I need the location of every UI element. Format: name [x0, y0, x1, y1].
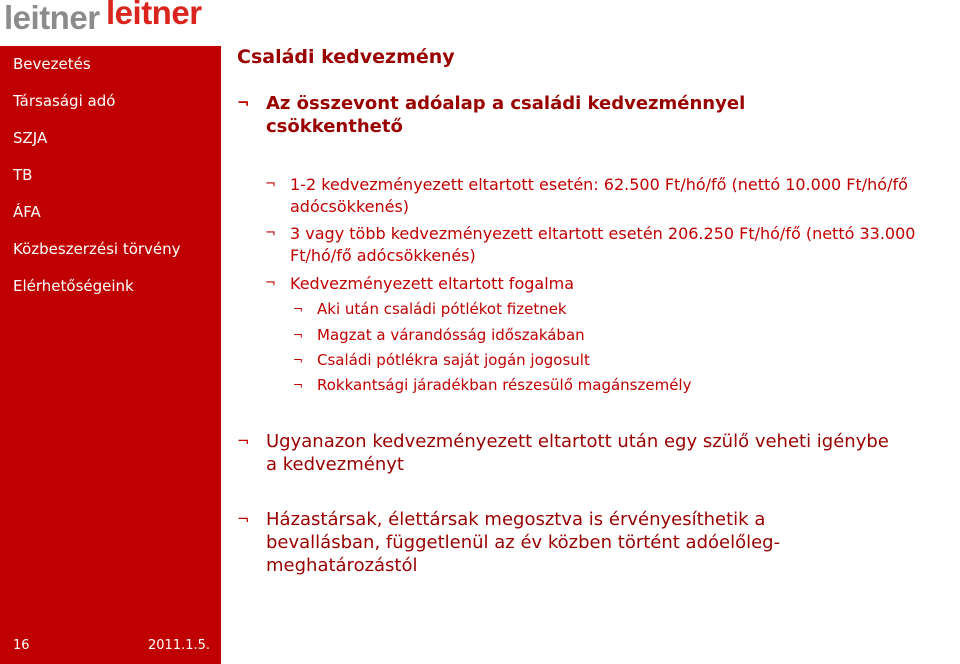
heading-point [237, 92, 797, 138]
nav-item-kozbeszerzes[interactable]: Közbeszerzési törvény [13, 240, 181, 258]
list-item-text: Aki után családi pótlékot fizetnek [317, 300, 567, 318]
sidebar-nav [13, 53, 181, 312]
nav-item-bevezetes[interactable]: Bevezetés [13, 55, 91, 73]
list-item-text: Családi pótlékra saját jogán jogosult [317, 351, 590, 369]
nav-item-elerhetosegek[interactable]: Elérhetőségeink [13, 277, 134, 295]
bullet-icon: ¬ [293, 302, 304, 316]
list-item-text: Kedvezményezett eltartott fogalma [290, 274, 575, 293]
bullet-icon: ¬ [237, 510, 250, 528]
list-item-text: Rokkantsági járadékban részesülő magánszemély [317, 376, 692, 394]
nav-item-tb[interactable]: TB [13, 166, 33, 184]
bullet-icon: ¬ [293, 353, 304, 367]
bullet-icon: ¬ [237, 94, 250, 112]
bullet-icon: ¬ [293, 378, 304, 392]
page-number: 16 [13, 638, 30, 653]
slide-date: 2011.1.5. [148, 638, 211, 653]
list-item [265, 273, 945, 295]
sidebar [0, 0, 221, 664]
nav-item-afa[interactable]: ÁFA [13, 203, 41, 221]
bullet-icon: ¬ [265, 276, 276, 291]
point-2 [237, 430, 897, 476]
bullet-icon: ¬ [293, 328, 304, 342]
point-3-text: Házastársak, élettársak megosztva is érvényesíthetik a bevallásban, függetlenül az év közben történt adóelőleg-meghatározástól [266, 509, 781, 576]
bullet-icon: ¬ [265, 177, 276, 192]
point-2-text: Ugyanazon kedvezményezett eltartott után egy szülő veheti igénybe a kedvezményt [266, 431, 889, 475]
slide-title: Családi kedvezmény [237, 46, 455, 68]
point-3 [237, 508, 877, 577]
bullet-icon: ¬ [237, 432, 250, 450]
list-item [265, 223, 945, 267]
list-item [293, 350, 933, 370]
heading-text: Az összevont adóalap a családi kedvezménnyel csökkenthető [266, 93, 746, 137]
logo [0, 0, 221, 46]
list-item-text: 1-2 kedvezményezett eltartott esetén: 62.500 Ft/hó/fő (nettó 10.000 Ft/hó/fő adócsökkenés) [290, 175, 908, 216]
nav-item-tarsasagi-ado[interactable]: Társasági adó [13, 92, 116, 110]
logo-text-red: leitner [106, 0, 202, 31]
list-item-text: 3 vagy több kedvezményezett eltartott esetén 206.250 Ft/hó/fő (nettó 33.000 Ft/hó/fő adócsökkenés) [290, 224, 916, 265]
list-item [265, 174, 945, 218]
list-item [293, 299, 933, 319]
list-item [293, 375, 933, 395]
logo-text-gray: leitner [4, 0, 100, 36]
bullet-icon: ¬ [265, 226, 276, 241]
list-item [293, 325, 933, 345]
list-item-text: Magzat a várandósság időszakában [317, 326, 585, 344]
nav-item-szja[interactable]: SZJA [13, 129, 48, 147]
